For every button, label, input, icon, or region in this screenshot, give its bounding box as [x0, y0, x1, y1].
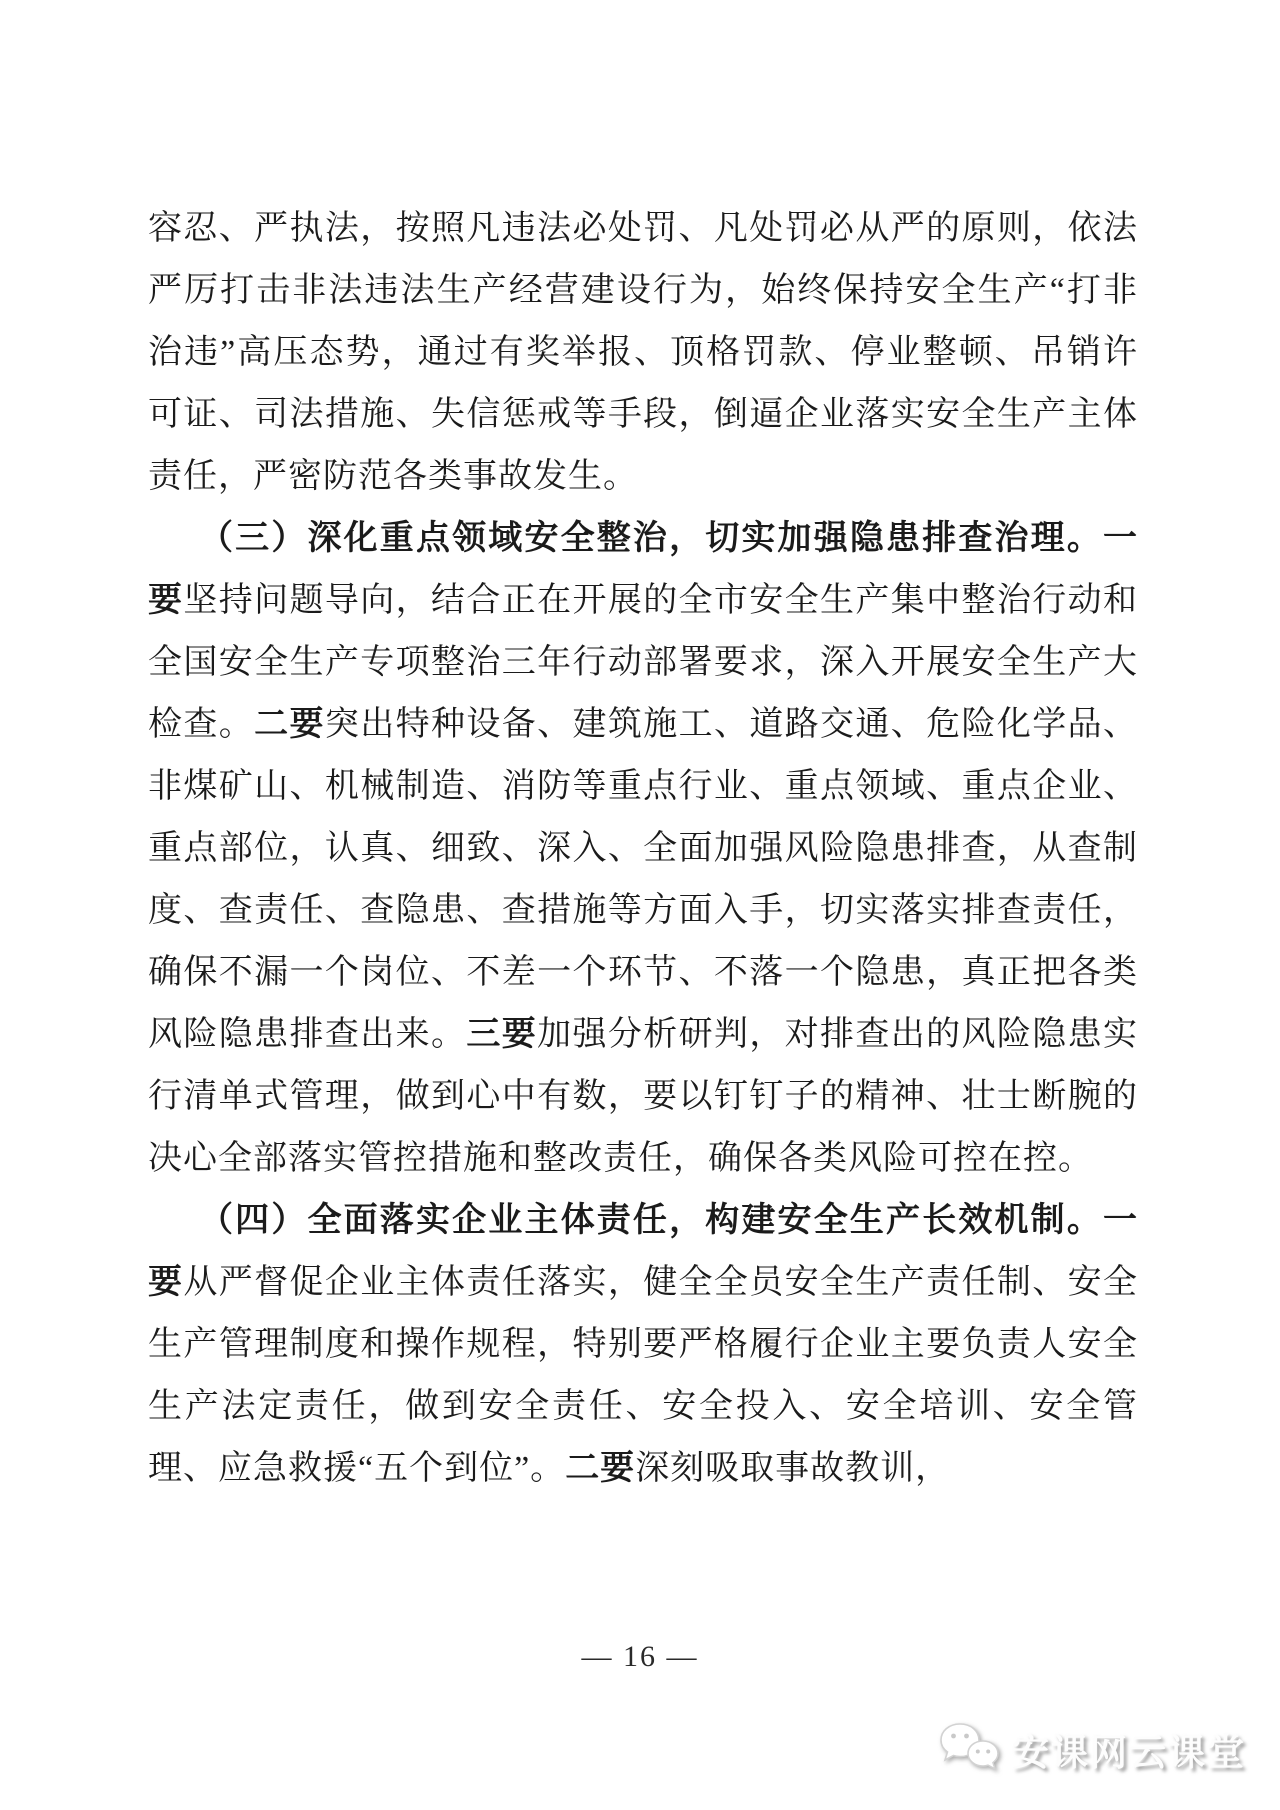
- text-segment: 坚持问题导向，结合正在开展的全市安全生产集中整治行动和全国安全生产专项整治三年行动部署要求，深入开展安全生产大检查。: [148, 582, 1139, 743]
- text-segment: 突出特种设备、建筑施工、道路交通、危险化学品、非煤矿山、机械制造、消防等重点行业、重点领域、重点企业、重点部位，认真、细致、深入、全面加强风险隐患排查，从查制度、查责任、查隐患、查措施等方面入手，切实落实排查责任，确保不漏一个岗位、不差一个环节、不落一个隐患，真正把各类风险隐患排查出来。: [148, 706, 1139, 1053]
- wechat-icon: [938, 1720, 1002, 1778]
- text-segment: 深刻吸取事故教训，: [635, 1450, 951, 1487]
- watermark: [938, 1720, 1246, 1778]
- emphasis-text-segment: 一要: [148, 1202, 1138, 1301]
- emphasis-text-segment: 二要: [565, 1450, 636, 1487]
- text-segment: 加强分析研判，对排查出的风险隐患实行清单式管理，做到心中有数，要以钉钉子的精神、壮士断腕的决心全部落实管控措施和整改责任，确保各类风险可控在控。: [148, 1016, 1139, 1177]
- document-body: [148, 198, 1138, 1500]
- emphasis-text-segment: （三）深化重点领域安全整治，切实加强隐患排查治理。: [199, 520, 1103, 557]
- emphasis-text-segment: 三要: [466, 1016, 538, 1053]
- emphasis-text-segment: 二要: [254, 706, 325, 743]
- text-segment: 容忍、严执法，按照凡违法必处罚、凡处罚必从严的原则，依法严厉打击非法违法生产经营建设行为，始终保持安全生产“打非治违”高压态势，通过有奖举报、顶格罚款、停业整顿、吊销许可证、司法措施、失信惩戒等手段，倒逼企业落实安全生产主体责任，严密防范各类事故发生。: [148, 210, 1138, 495]
- emphasis-text-segment: 一要: [148, 520, 1138, 619]
- page-number: — 16 —: [581, 1640, 699, 1673]
- text-segment: 从严督促企业主体责任落实，健全全员安全生产责任制、安全生产管理制度和操作规程，特别要严格履行企业主要负责人安全生产法定责任，做到安全责任、安全投入、安全培训、安全管理、应急救援“五个到位”。: [148, 1264, 1139, 1487]
- emphasis-text-segment: （四）全面落实企业主体责任，构建安全生产长效机制。: [199, 1202, 1103, 1239]
- paragraph-section-four: [148, 1190, 1138, 1500]
- paragraph-continuation: [148, 198, 1138, 508]
- paragraph-section-three: [148, 508, 1138, 1190]
- watermark-text: 安课网云课堂: [1012, 1732, 1246, 1773]
